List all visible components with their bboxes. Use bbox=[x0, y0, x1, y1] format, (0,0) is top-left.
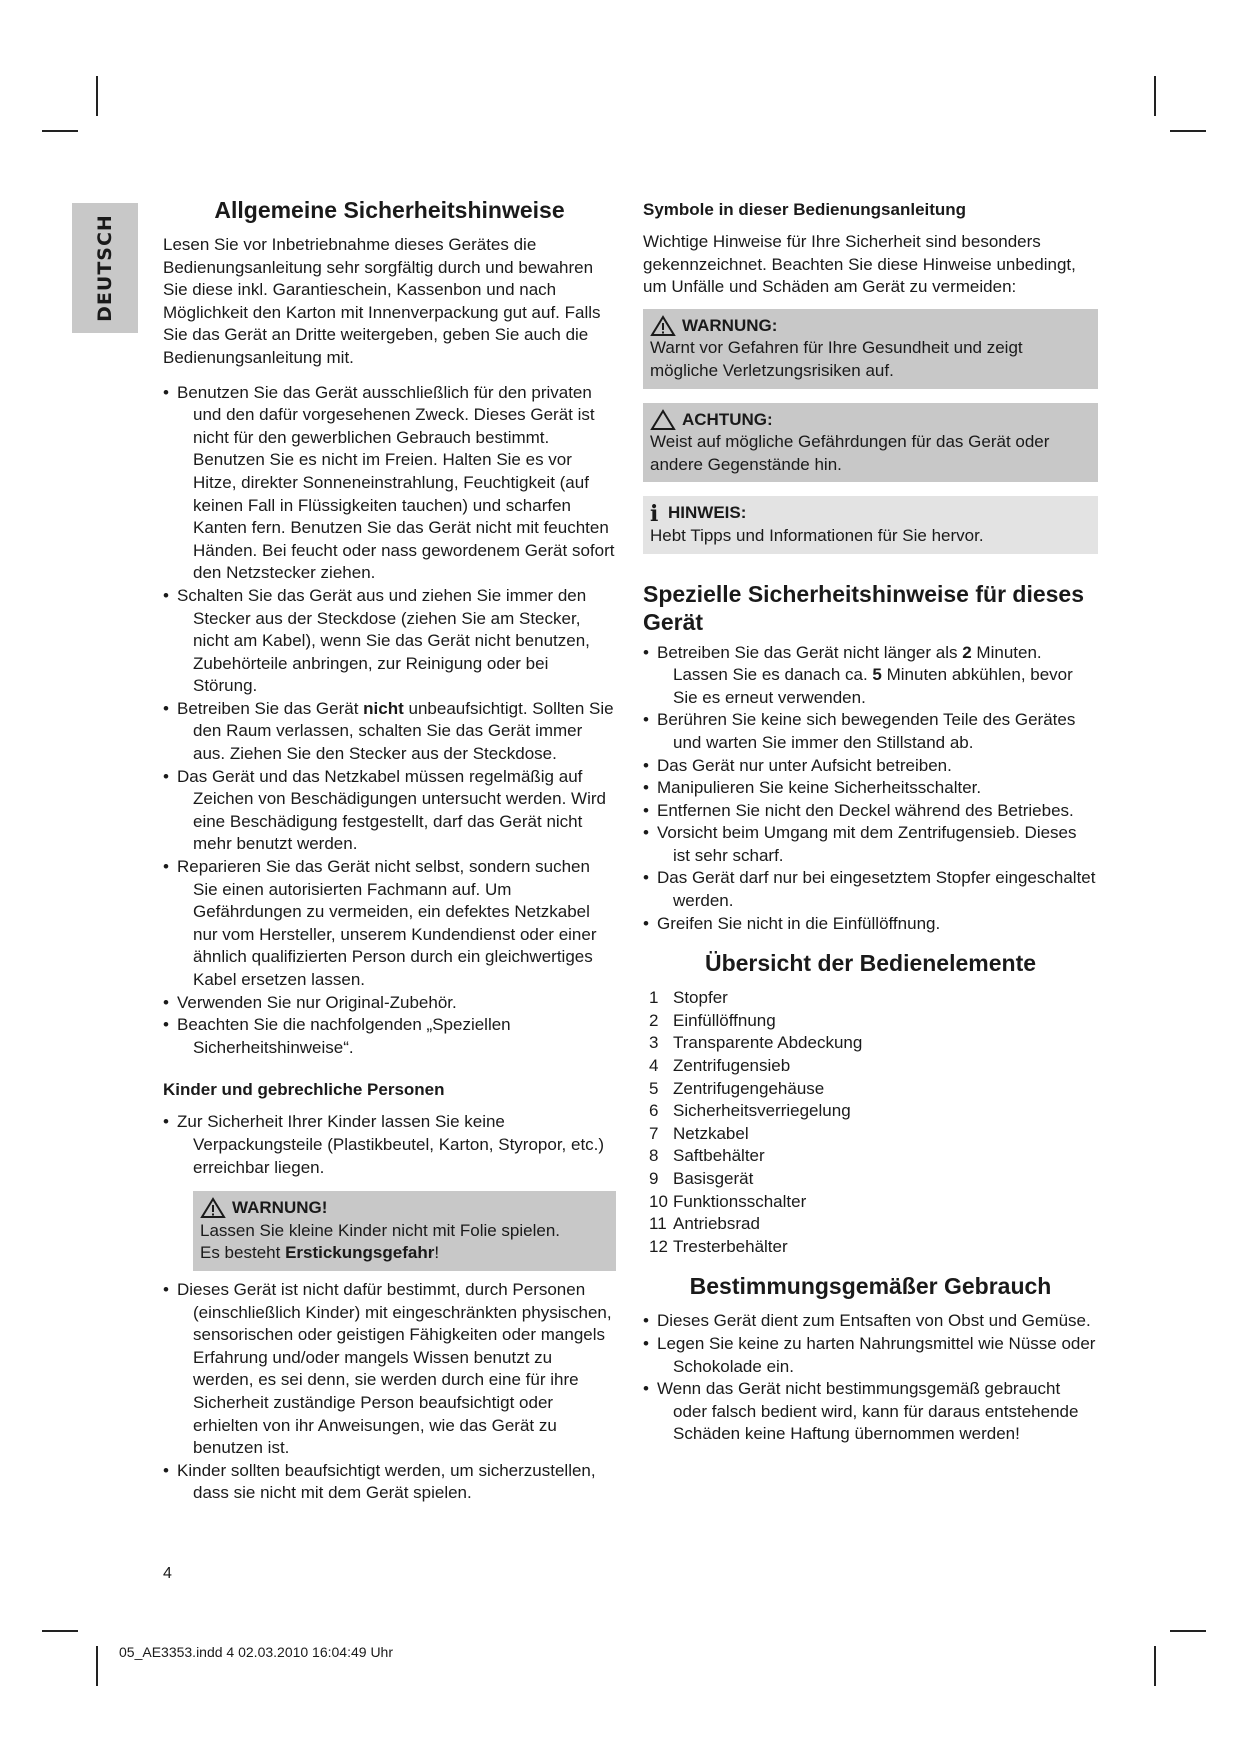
caution-triangle-icon bbox=[650, 409, 676, 431]
list-item: • Reparieren Sie das Gerät nicht selbst, sondern suchen Sie einen autorisierten Fachmann auf. Um Gefährdungen zu vermeiden, ein defektes Netzkabel nur vom Hersteller, unserem Kundendienst oder einer ähnlich qualifizierten Person durch ein gleichwertiges Kabel ersetzen lassen. bbox=[163, 856, 616, 992]
language-tab-label: DEUTSCH bbox=[94, 214, 116, 322]
part-item: 10 Funktionsschalter bbox=[649, 1191, 807, 1211]
special-safety-title: Spezielle Sicherheitshinweise für dieses Gerät bbox=[643, 580, 1085, 635]
part-item: 6 Sicherheitsverriegelung bbox=[649, 1101, 851, 1121]
warning-line: Lassen Sie kleine Kinder nicht mit Folie spielen. bbox=[200, 1220, 561, 1240]
list-item: • Verwenden Sie nur Original-Zubehör. bbox=[163, 992, 616, 1015]
page-number: 4 bbox=[163, 1565, 172, 1582]
part-item: 7 Netzkabel bbox=[649, 1123, 749, 1143]
info-icon: i bbox=[650, 500, 659, 527]
left-column bbox=[163, 196, 616, 1505]
part-item: 2 Einfüllöffnung bbox=[649, 1010, 776, 1030]
hinweis-title: HINWEIS: bbox=[668, 503, 747, 523]
part-item: 3 Transparente Abdeckung bbox=[649, 1033, 863, 1053]
list-item: • Legen Sie keine zu harten Nahrungsmittel wie Nüsse oder Schokolade ein. bbox=[643, 1333, 1098, 1378]
list-item: • Kinder sollten beaufsichtigt werden, um sicherzustellen, dass sie nicht mit dem Gerät spielen. bbox=[163, 1460, 616, 1505]
list-item: • Wenn das Gerät nicht bestimmungsgemäß gebraucht oder falsch bedient wird, kann für daraus entstehende Schäden keine Haftung übernommen werden! bbox=[643, 1378, 1098, 1446]
hinweis-box bbox=[643, 496, 1098, 553]
part-item: 12 Tresterbehälter bbox=[649, 1236, 788, 1256]
warnung-box bbox=[643, 309, 1098, 389]
crop-mark bbox=[1154, 1646, 1156, 1686]
warnung-title: WARNUNG: bbox=[682, 315, 778, 335]
kids-list-b bbox=[163, 1279, 616, 1505]
part-item: 5 Zentrifugengehäuse bbox=[649, 1078, 825, 1098]
achtung-text: Weist auf mögliche Gefährdungen für das Gerät oder andere Gegenstände hin. bbox=[650, 432, 1050, 474]
crop-mark bbox=[42, 1630, 78, 1632]
warning-triangle-icon bbox=[650, 315, 676, 337]
warnung-text: Warnt vor Gefahren für Ihre Gesundheit und zeigt mögliche Verletzungsrisiken auf. bbox=[650, 338, 1023, 380]
symbols-heading: Symbole in dieser Bedienungsanleitung bbox=[643, 200, 967, 219]
achtung-box bbox=[643, 403, 1098, 483]
usage-title: Bestimmungsgemäßer Gebrauch bbox=[689, 1273, 1052, 1300]
special-safety-list bbox=[643, 642, 1098, 936]
list-item: • Greifen Sie nicht in die Einfüllöffnung. bbox=[643, 913, 1098, 936]
warning-title: WARNUNG! bbox=[200, 1197, 609, 1220]
list-item: • Zur Sicherheit Ihrer Kinder lassen Sie keine Verpackungsteile (Plastikbeutel, Karton, Styropor, etc.) erreichbar liegen. bbox=[163, 1111, 616, 1179]
intro-paragraph: Lesen Sie vor Inbetriebnahme dieses Gerätes die Bedienungsanleitung sehr sorgfältig durch und bewahren Sie diese inkl. Garantieschein, Kassenbon und nach Möglichkeit den Karton mit Innenverpackung gut auf. Falls Sie das Gerät an Dritte weitergeben, geben Sie auch die Bedienungsanleitung mit. bbox=[163, 235, 601, 367]
part-item: 1 Stopfer bbox=[649, 988, 728, 1008]
part-item: 8 Saftbehälter bbox=[649, 1146, 765, 1166]
hinweis-text: Hebt Tipps und Informationen für Sie hervor. bbox=[650, 525, 984, 545]
achtung-title: ACHTUNG: bbox=[682, 409, 773, 429]
general-safety-list bbox=[163, 382, 616, 1060]
list-item: • Berühren Sie keine sich bewegenden Teile des Gerätes und warten Sie immer den Stillstand ab. bbox=[643, 709, 1098, 754]
list-item: • Dieses Gerät ist nicht dafür bestimmt, durch Personen (einschließlich Kinder) mit eingeschränkten physischen, sensorischen oder geistigen Fähigkeiten oder mangels Erfahrung und/oder mangels Wissen benutzt zu werden, es sei denn, sie werden durch eine für ihre Sicherheit zuständige Person beaufsichtigt oder erhielten von ihr Anweisungen, wie das Gerät zu benutzen ist. bbox=[163, 1279, 616, 1460]
list-item: • Vorsicht beim Umgang mit dem Zentrifugensieb. Dieses ist sehr scharf. bbox=[643, 822, 1098, 867]
print-footer: 05_AE3353.indd 4 02.03.2010 16:04:49 Uhr bbox=[119, 1644, 394, 1660]
list-item: • Das Gerät und das Netzkabel müssen regelmäßig auf Zeichen von Beschädigungen untersucht werden. Wird eine Beschädigung festgestellt, darf das Gerät nicht mehr benutzt werden. bbox=[163, 766, 616, 856]
part-item: 11 Antriebsrad bbox=[649, 1214, 760, 1234]
crop-mark bbox=[1170, 130, 1206, 132]
part-item: 9 Basisgerät bbox=[649, 1169, 754, 1188]
list-item: • Betreiben Sie das Gerät nicht unbeaufsichtigt. Sollten Sie den Raum verlassen, schalten Sie das Gerät immer aus. Ziehen Sie den Stecker aus der Steckdose. bbox=[163, 698, 616, 766]
list-item: • Benutzen Sie das Gerät ausschließlich für den privaten und den dafür vorgesehenen Zweck. Dieses Gerät ist nicht für den gewerblichen Gebrauch bestimmt. Benutzen Sie es nicht im Freien. Halten Sie es vor Hitze, direkter Sonneneinstrahlung, Feuchtigkeit (auf keinen Fall in Flüssigkeiten tauchen) und scharfen Kanten fern. Benutzen Sie das Gerät nicht mit feuchten Händen. Bei feucht oder nass gewordenem Gerät sofort den Netzstecker ziehen. bbox=[163, 382, 616, 585]
kids-warning-box bbox=[193, 1191, 616, 1271]
crop-mark bbox=[96, 1646, 98, 1686]
general-safety-title: Allgemeine Sicherheitshinweise bbox=[214, 197, 565, 223]
list-item: • Manipulieren Sie keine Sicherheitsschalter. bbox=[643, 777, 1098, 800]
part-item: 4 Zentrifugensieb bbox=[649, 1056, 791, 1076]
overview-title: Übersicht der Bedienelemente bbox=[704, 950, 1037, 977]
symbols-intro: Wichtige Hinweise für Ihre Sicherheit sind besonders gekennzeichnet. Beachten Sie diese Hinweise unbedingt, um Unfälle und Schäden am Gerät zu vermeiden: bbox=[643, 232, 1076, 297]
kids-heading: Kinder und gebrechliche Personen bbox=[163, 1080, 445, 1100]
crop-mark bbox=[1170, 1630, 1206, 1632]
kids-list bbox=[163, 1111, 616, 1179]
crop-mark bbox=[42, 130, 78, 132]
list-item: • Entfernen Sie nicht den Deckel während des Betriebes. bbox=[643, 800, 1098, 823]
crop-mark bbox=[1154, 76, 1156, 116]
crop-mark bbox=[96, 76, 98, 116]
list-item: • Dieses Gerät dient zum Entsaften von Obst und Gemüse. bbox=[643, 1310, 1098, 1333]
list-item: • Betreiben Sie das Gerät nicht länger als 2 Minuten. Lassen Sie es danach ca. 5 Minuten abkühlen, bevor Sie es erneut verwenden. bbox=[643, 642, 1098, 710]
list-item: • Schalten Sie das Gerät aus und ziehen Sie immer den Stecker aus der Steckdose (ziehen Sie am Stecker, nicht am Kabel), wenn Sie das Gerät nicht benutzen, Zubehörteile anbringen, zur Reinigung oder bei Störung. bbox=[163, 585, 616, 698]
list-item: • Das Gerät nur unter Aufsicht betreiben. bbox=[643, 755, 1098, 778]
language-tab bbox=[72, 203, 138, 333]
list-item: • Beachten Sie die nachfolgenden „Speziellen Sicherheitshinweise“. bbox=[163, 1014, 616, 1059]
warning-triangle-icon bbox=[200, 1197, 226, 1219]
warning-line: Es besteht Erstickungsgefahr! bbox=[200, 1243, 440, 1263]
usage-list bbox=[643, 1310, 1098, 1446]
parts-list bbox=[649, 987, 1098, 1258]
list-item: • Das Gerät darf nur bei eingesetztem Stopfer eingeschaltet werden. bbox=[643, 867, 1098, 912]
right-column bbox=[643, 199, 1098, 1446]
